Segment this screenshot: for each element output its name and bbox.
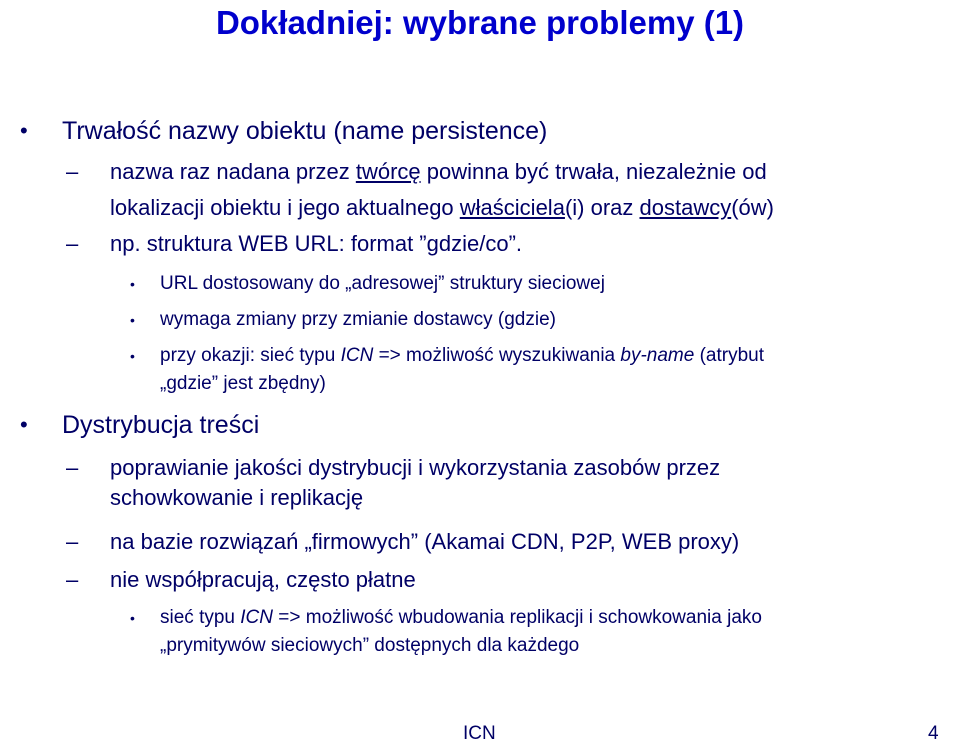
- subitem-quality-line2: schowkowanie i replikację: [110, 485, 364, 510]
- subitem-platne: nie współpracują, często płatne: [110, 567, 416, 592]
- footer-label: ICN: [463, 723, 496, 744]
- bullet-content-distribution: Dystrybucja treści: [62, 411, 260, 439]
- link-wlasciciel[interactable]: właściciela: [459, 195, 565, 220]
- subitem-name-line1: [110, 158, 767, 186]
- point-icn-replikacja-line2: „prymitywów sieciowych” dostępnych dla każdego: [160, 635, 580, 656]
- bullet-marker: •: [130, 610, 135, 626]
- point-zmiana-dostawcy: wymaga zmiany przy zmianie dostawcy (gdzie): [160, 309, 556, 330]
- dash-marker: –: [66, 567, 79, 592]
- subitem-web-url: np. struktura WEB URL: format ”gdzie/co”.: [110, 231, 523, 256]
- point-text: sieć typu: [160, 607, 241, 628]
- point-text: => możliwość wbudowania replikacji i schowkowania jako: [273, 607, 762, 628]
- subitem-text: (ów): [731, 195, 774, 220]
- dash-marker: –: [66, 159, 79, 184]
- point-text: (atrybut: [694, 345, 765, 366]
- dash-marker: –: [66, 231, 79, 256]
- icn-term: ICN: [240, 607, 273, 628]
- byname-term: by-name: [620, 345, 695, 366]
- subitem-name-line2: [110, 194, 774, 222]
- subitem-text: powinna być trwała, niezależnie od: [420, 159, 767, 184]
- point-text: przy okazji: sieć typu: [160, 345, 341, 366]
- page-number: 4: [928, 723, 939, 744]
- bullet-marker: •: [20, 412, 28, 437]
- subitem-quality-line1: poprawianie jakości dystrybucji i wykorzystania zasobów przez: [110, 455, 721, 480]
- point-url-adresowa: URL dostosowany do „adresowej” struktury sieciowej: [160, 273, 605, 294]
- dash-marker: –: [66, 455, 79, 480]
- dash-marker: –: [66, 529, 79, 554]
- point-icn-byname-line2: „gdzie” jest zbędny): [160, 373, 326, 394]
- point-icn-byname-line1: [160, 344, 764, 368]
- subitem-text: nazwa raz nadana przez: [110, 159, 356, 184]
- subitem-text: lokalizacji obiektu i jego aktualnego: [110, 195, 460, 220]
- bullet-marker: •: [20, 118, 28, 143]
- subitem-firmowe: na bazie rozwiązań „firmowych” (Akamai CDN, P2P, WEB proxy): [110, 529, 740, 554]
- subitem-text: (i) oraz: [564, 195, 640, 220]
- icn-term: ICN: [340, 345, 374, 366]
- point-icn-replikacja-line1: [160, 606, 762, 630]
- bullet-marker: •: [130, 312, 135, 328]
- point-text: => możliwość wyszukiwania: [373, 345, 621, 366]
- bullet-marker: •: [130, 348, 135, 364]
- slide-title: Dokładniej: wybrane problemy (1): [215, 4, 745, 41]
- bullet-name-persistence: Trwałość nazwy obiektu (name persistence): [62, 117, 548, 145]
- bullet-marker: •: [130, 276, 135, 292]
- link-tworca[interactable]: twórcę: [355, 159, 421, 184]
- link-dostawca[interactable]: dostawcy: [639, 195, 732, 220]
